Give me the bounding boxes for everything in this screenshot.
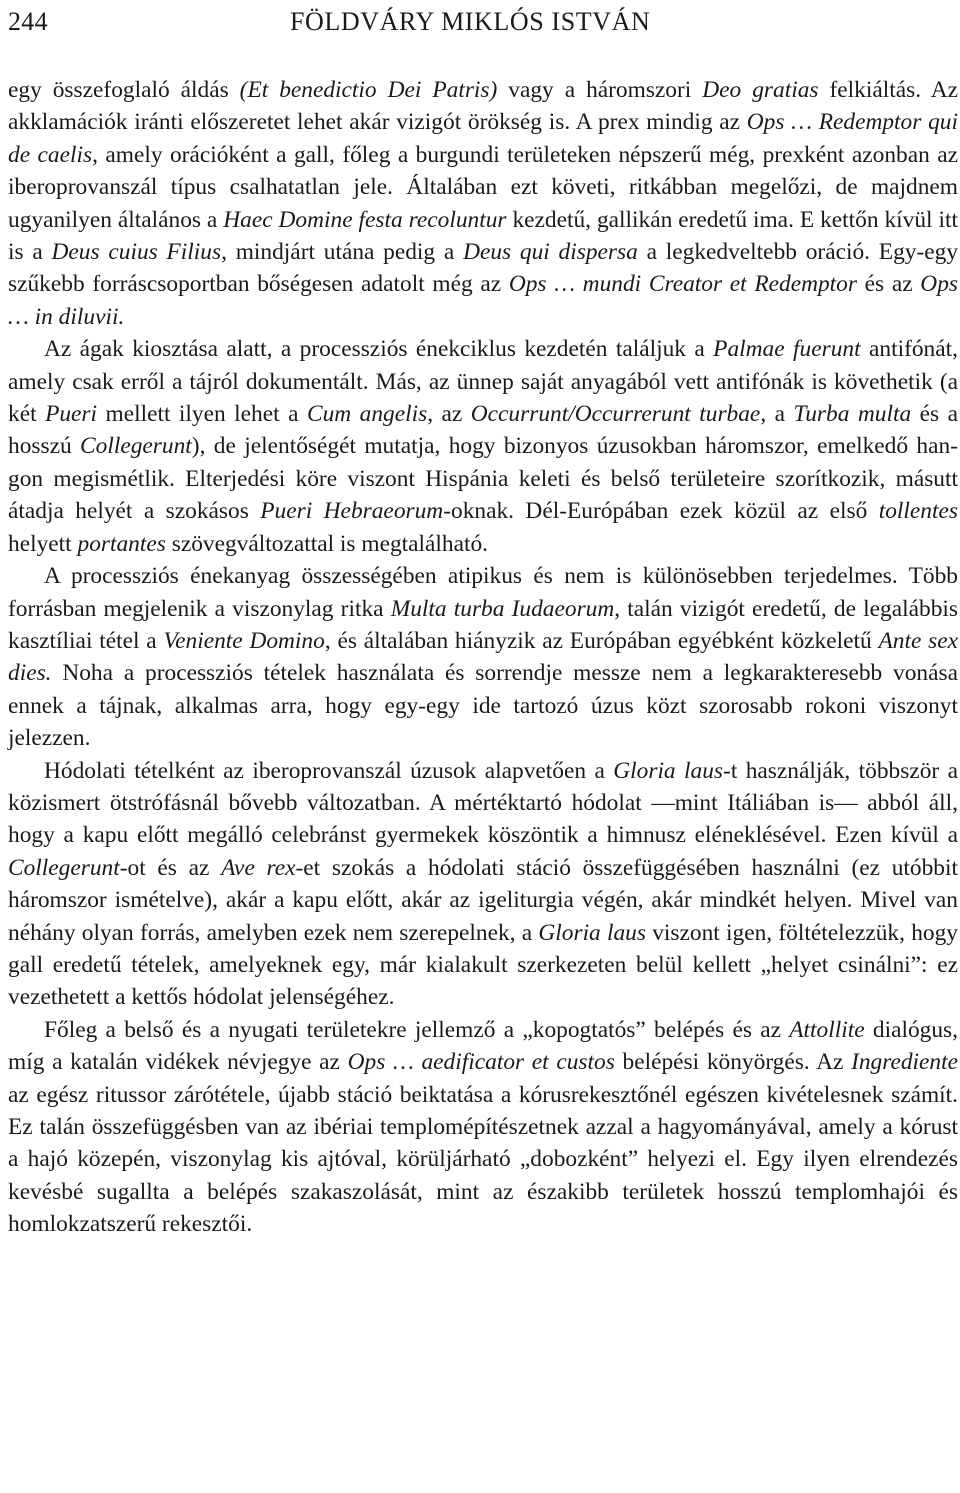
italic-run: Gloria laus	[613, 757, 724, 784]
text-run: helyett	[8, 530, 78, 557]
text-run: viszont igen, föltételezzük, hogy gall eredetű tételek, amelyeknek egy, már kialakult szerkezeten belül kellett „helyet csinálni”: ez vezethetett a kettős hódolat jelenségéhez.	[8, 919, 958, 1011]
text-run: , az	[427, 401, 471, 428]
text-run: , és általában hiányzik az Európában egyébként közkeletű	[324, 627, 879, 654]
text-run: , talán vizigót eredetű, de legalábbis kasztíliai tétel a	[8, 595, 958, 654]
italic-run: Occurrunt/Occurrerunt turbae	[470, 401, 761, 428]
paragraph	[8, 560, 958, 754]
text-run: szövegváltozattal is megtalálható.	[165, 530, 489, 557]
paragraph	[8, 74, 958, 333]
italic-run: Pueri Hebraeorum	[260, 498, 444, 525]
italic-run: Ante sex dies.	[8, 627, 959, 687]
text-run: kezdetű, gallikán eredetű ima. E kettőn kívül itt is a	[8, 206, 958, 266]
text-run: dialógus, míg a katalán vidékek névjegye az	[8, 1016, 958, 1076]
italic-run: Gloria laus	[538, 919, 646, 946]
page-number: 244	[8, 7, 48, 36]
text-run: antifónát, amely csak erről a tájról dokumentált. Más, az ünnep saját anyagából vett antifónák is követhetik (a két	[8, 336, 958, 428]
italic-run: Ops … in diluvii.	[8, 271, 958, 330]
italic-run: Ave rex	[221, 854, 296, 881]
text-run: , mindjárt utána pedig a	[221, 239, 464, 266]
text-run: Főleg a belső és a nyugati területekre jellemző a „kopogtatós” belépés és az	[44, 1016, 790, 1043]
text-run: felkiáltás. Az akklamációk iránti előszeretet lehet akár vizigót örökség is. A prex mindig az	[8, 77, 958, 136]
text-run: -t használják, többször a közismert ötstrófásnál bővebb változatban. A mértéktartó hódolat —mint Itáliában is— abból áll, hogy a kapu előtt megálló celebránst gyermekek köszöntik a himnusz eléneklésével. Ezen kívül a	[8, 757, 958, 849]
text-run: -et szokás a hódolati stáció összefüggésében használni (ez utóbbit háromszor ismételve), akár a kapu előtt, akár az igeliturgia végén, akár mindkét helyen. Mivel van néhány olyan forrás, amelyben ezek nem szerepelnek, a	[8, 854, 958, 946]
italic-run: Collegerunt	[80, 433, 192, 460]
italic-run: Ops … mundi Creator et Redemptor	[508, 271, 857, 298]
italic-run: (Et benedictio Dei Patris)	[239, 77, 498, 103]
italic-run: portantes	[77, 530, 166, 557]
text-run: és az	[856, 271, 921, 298]
text-run: vagy a háromszori	[497, 77, 703, 103]
text-run: A processziós énekanyag összességében atipikus és nem is különösebben terjedelmes. Több forrásban megjelenik a viszonylag ritka	[8, 563, 958, 622]
italic-run: tollentes	[878, 498, 958, 525]
text-run: a legkedveltebb oráció. Egy-egy szűkebb forráscsoportban bőségesen adatolt még az	[8, 239, 959, 298]
italic-run: Ops … Redemptor qui de caelis	[8, 109, 958, 168]
text-run: , amely orációként a gall, főleg a burgundi területeken népszerű még, prexként azonban az iberoprovanszál típus csalhatatlan jele. Általában ezt követi, ritkábban megelőzi, de majdnem ugyanilyen általános a	[8, 141, 959, 233]
paragraph	[8, 333, 958, 560]
italic-run: Deo gratias	[702, 77, 819, 103]
text-run: mellett ilyen lehet a	[97, 401, 307, 428]
body-text	[8, 74, 958, 1241]
text-run: Noha a processziós tételek használata és sorrendje messze nem a legkarakteresebb vonása ennek a tájnak, alkalmas arra, hogy egy-egy ide tartozó úzus közt szorosabb rokoni viszonyt jelezzen.	[8, 660, 958, 752]
italic-run: Deus qui dispersa	[463, 239, 638, 266]
text-run: és a hosszú	[8, 401, 958, 460]
paragraph	[8, 1014, 958, 1241]
italic-run: Cum angelis	[306, 401, 428, 428]
italic-run: Deus cuius Filius	[51, 239, 222, 266]
text-run: -ot és az	[119, 854, 222, 881]
text-run: ), de jelentőségét mutatja, hogy bizonyos úzusokban háromszor, emelkedő hangon megismétlik. Elterjedési köre viszont Hispánia keleti és belső területeire szorítkozik, másutt átadja helyét a szokásos	[8, 433, 958, 525]
text-run: egy összefoglaló áldás	[8, 77, 240, 103]
italic-run: Veniente Domino	[163, 627, 325, 654]
italic-run: Haec Domine festa recoluntur	[223, 206, 507, 233]
text-run: az egész ritussor zárótétele, újabb stáció beiktatása a kórusrekesztőnél egészen kivételesnek számít. Ez talán összefüggésben van az ibériai templomépítészetnek azzal a hagyományával, amely a kórust a hajó közepén, viszonylag kis ajtóval, körüljárható „dobozként” helyezi el. Egy ilyen elrendezés kevésbé sugallta a belépés szakaszolását, mint az északibb területek hosszú templomhajói és homlokzatszerű rekesztői.	[8, 1081, 958, 1238]
italic-run: Ops … aedificator et custos	[347, 1049, 615, 1076]
running-head	[8, 0, 958, 40]
text-run: -oknak. Dél-Európában ezek közül az első	[443, 498, 879, 525]
running-title: FÖLDVÁRY MIKLÓS ISTVÁN	[290, 7, 651, 36]
italic-run: Turba multa	[793, 401, 912, 428]
text-run: belépési könyörgés. Az	[614, 1049, 852, 1076]
book-page	[8, 0, 958, 1241]
text-run: Az ágak kiosztása alatt, a processziós énekciklus kezdetén találjuk a	[44, 336, 714, 363]
italic-run: Palmae fuerunt	[713, 336, 861, 363]
italic-run: Ingrediente	[851, 1049, 959, 1076]
italic-run: Collegerunt	[8, 854, 120, 881]
italic-run: Attollite	[789, 1016, 865, 1043]
text-run: Hódolati tételként az iberoprovanszál úzusok alapvetően a	[44, 757, 614, 784]
italic-run: Multa turba Iudaeorum	[390, 595, 615, 622]
paragraph	[8, 755, 958, 1014]
text-run: , a	[760, 401, 794, 428]
italic-run: Pueri	[45, 401, 98, 428]
